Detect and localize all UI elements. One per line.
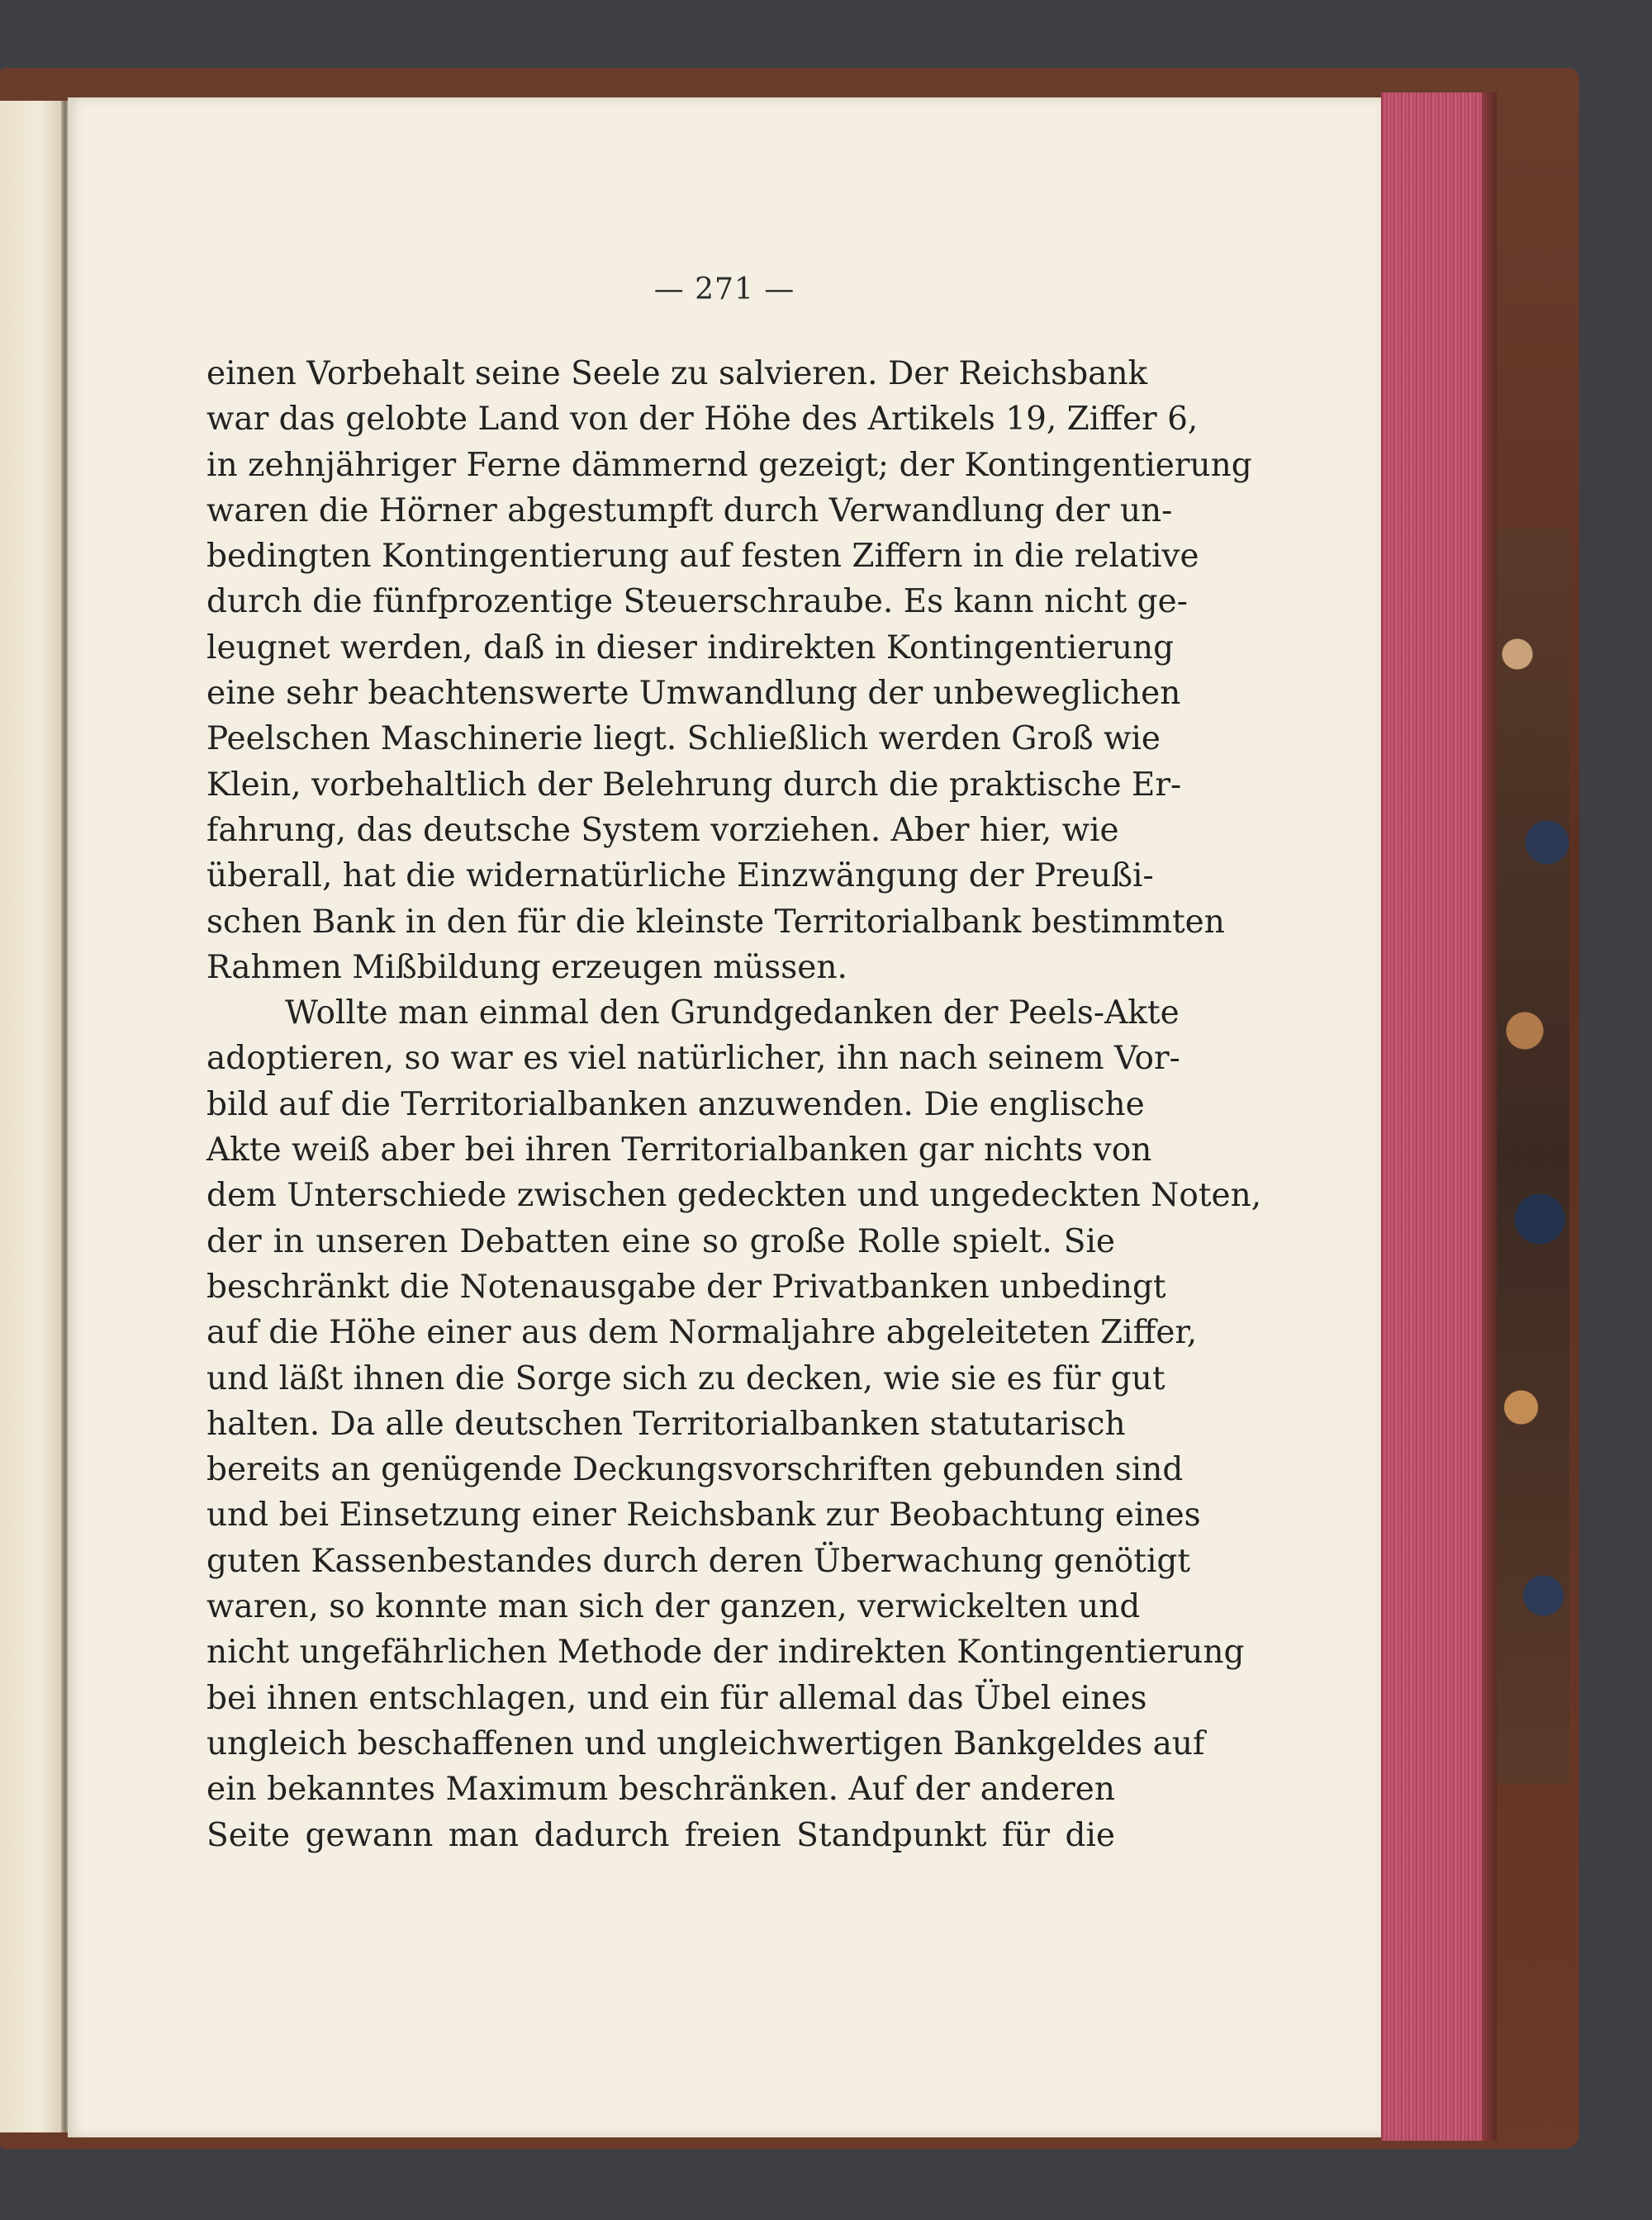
text-line: durch die fünfprozentige Steuerschraube. Es kann nicht ge- bbox=[206, 583, 1188, 621]
text-line: einen Vorbehalt seine Seele zu salvieren. Der Reichsbank bbox=[206, 355, 1148, 392]
page-edges-shadow bbox=[1482, 92, 1497, 2141]
text-line: leugnet werden, daß in dieser indirekten Kontingentierung bbox=[206, 629, 1175, 666]
text-line: Rahmen Mißbildung erzeugen müssen. bbox=[206, 948, 847, 986]
text-line: in zehnjähriger Ferne dämmernd gezeigt; der Kontingentierung bbox=[206, 446, 1252, 484]
text-line: Klein, vorbehaltlich der Belehrung durch die praktische Er- bbox=[206, 766, 1182, 804]
text-line: Wollte man einmal den Grundgedanken der Peels-Akte bbox=[285, 994, 1180, 1032]
page-number-header: — 271 — bbox=[653, 273, 795, 306]
text-line: eine sehr beachtenswerte Umwandlung der unbeweglichen bbox=[206, 675, 1181, 713]
text-line: beschränkt die Notenausgabe der Privatbanken unbedingt bbox=[206, 1268, 1166, 1306]
text-line: fahrung, das deutsche System vorziehen. Aber hier, wie bbox=[206, 811, 1119, 849]
text-line: Seite gewann man dadurch freien Standpunkt für die bbox=[206, 1816, 1115, 1854]
text-line: überall, hat die widernatürliche Einzwängung der Preußi- bbox=[206, 857, 1154, 895]
text-line: auf die Höhe einer aus dem Normaljahre abgeleiteten Ziffer, bbox=[206, 1314, 1198, 1352]
text-line: war das gelobte Land von der Höhe des Artikels 19, Ziffer 6, bbox=[206, 401, 1199, 439]
marbled-endpaper bbox=[1495, 529, 1569, 1784]
text-line: adoptieren, so war es viel natürlicher, ihn nach seinem Vor- bbox=[206, 1040, 1180, 1078]
text-line: und läßt ihnen die Sorge sich zu decken, wie sie es für gut bbox=[206, 1359, 1165, 1397]
page-edges bbox=[1381, 92, 1483, 2141]
text-line: dem Unterschiede zwischen gedeckten und ungedeckten Noten, bbox=[206, 1177, 1262, 1215]
left-page-edge bbox=[0, 101, 64, 2132]
text-line: halten. Da alle deutschen Territorialbanken statutarisch bbox=[206, 1405, 1126, 1443]
page-body-text bbox=[206, 351, 1262, 1858]
text-line: der in unseren Debatten eine so große Rolle spielt. Sie bbox=[206, 1222, 1115, 1260]
text-line: bedingten Kontingentierung auf festen Ziffern in die relative bbox=[206, 538, 1199, 576]
text-line: bild auf die Territorialbanken anzuwenden. Die englische bbox=[206, 1085, 1145, 1123]
text-line: und bei Einsetzung einer Reichsbank zur Beobachtung eines bbox=[206, 1497, 1201, 1535]
text-line: Akte weiß aber bei ihren Territorialbanken gar nichts von bbox=[206, 1131, 1152, 1169]
text-line: guten Kassenbestandes durch deren Überwachung genötigt bbox=[206, 1542, 1191, 1580]
text-line: ungleich beschaffenen und ungleichwertigen Bankgeldes auf bbox=[206, 1724, 1205, 1762]
text-line: bereits an genügende Deckungsvorschriften gebunden sind bbox=[206, 1451, 1184, 1489]
text-line: waren, so konnte man sich der ganzen, verwickelten und bbox=[206, 1588, 1141, 1626]
text-line: nicht ungefährlichen Methode der indirekten Kontingentierung bbox=[206, 1634, 1245, 1672]
text-line: waren die Hörner abgestumpft durch Verwandlung der un- bbox=[206, 491, 1173, 529]
text-line: Peelschen Maschinerie liegt. Schließlich werden Groß wie bbox=[206, 720, 1161, 758]
text-line: schen Bank in den für die kleinste Territorialbank bestimmten bbox=[206, 903, 1225, 941]
text-line: ein bekanntes Maximum beschränken. Auf der anderen bbox=[206, 1771, 1115, 1809]
text-line: bei ihnen entschlagen, und ein für allemal das Übel eines bbox=[206, 1679, 1147, 1717]
